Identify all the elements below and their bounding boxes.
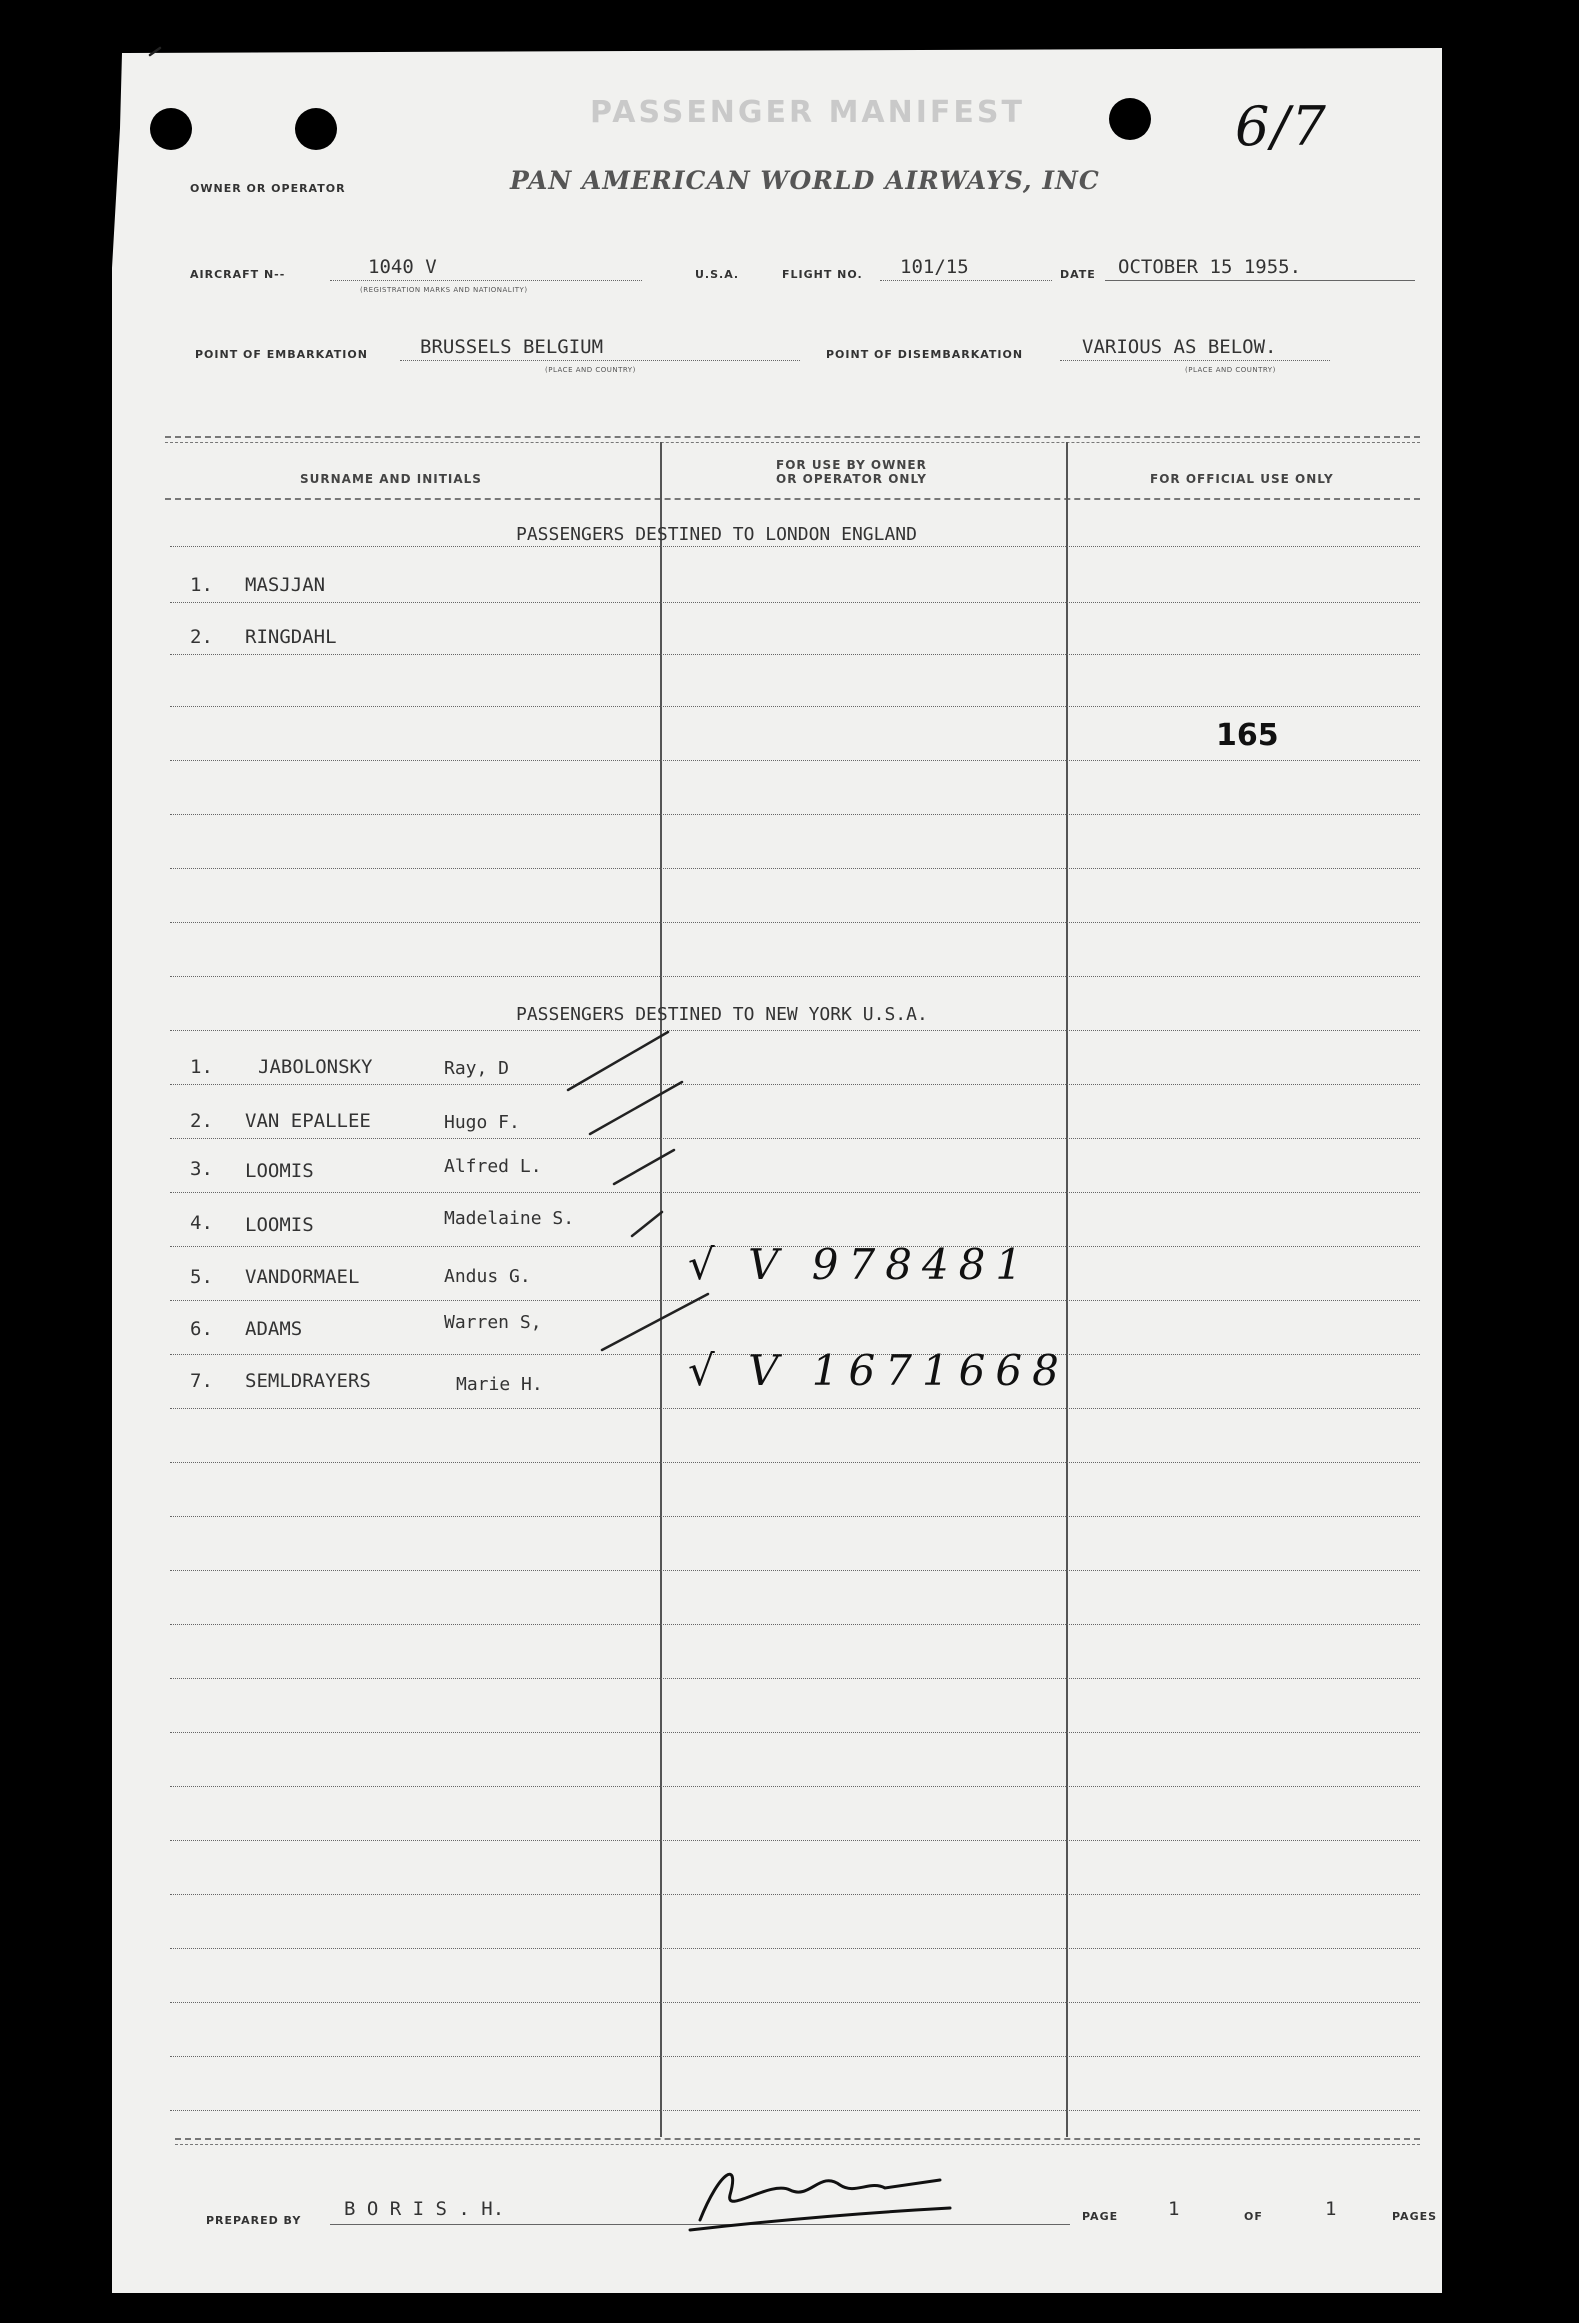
passenger-number: 5.	[190, 1266, 213, 1288]
pages-label: PAGES	[1392, 2210, 1438, 2223]
check-stroke	[632, 1212, 662, 1236]
disembark-label: POINT OF DISEMBARKATION	[826, 348, 1024, 361]
column-header-surname: SURNAME AND INITIALS	[300, 472, 482, 486]
passenger-given-name: Andus G.	[444, 1266, 531, 1287]
usa-label: U.S.A.	[695, 268, 740, 281]
check-stroke	[150, 48, 160, 55]
section-heading-new-york: PASSENGERS DESTINED TO NEW YORK U.S.A.	[516, 1004, 928, 1025]
passenger-surname: LOOMIS	[245, 1160, 314, 1182]
handwritten-visa-note: √ V 978481	[688, 1240, 1033, 1289]
embark-sub: (PLACE AND COUNTRY)	[545, 366, 636, 374]
passenger-surname: JABOLONSKY	[258, 1056, 373, 1078]
passenger-number: 7.	[190, 1370, 213, 1392]
passenger-given-name: Warren S,	[444, 1312, 542, 1333]
owner-label: OWNER OR OPERATOR	[190, 182, 346, 195]
passenger-given-name: Alfred L.	[444, 1156, 542, 1177]
date-value: OCTOBER 15 1955.	[1118, 256, 1302, 278]
passenger-surname: ADAMS	[245, 1318, 303, 1340]
page-value: 1	[1168, 2198, 1180, 2220]
table-bottom-rule	[175, 2138, 1420, 2140]
embark-label: POINT OF EMBARKATION	[195, 348, 368, 361]
column-header-owner-2: OR OPERATOR ONLY	[776, 472, 927, 486]
passenger-number: 6.	[190, 1318, 213, 1340]
passenger-surname: RINGDAHL	[245, 626, 337, 648]
passenger-given-name: Madelaine S.	[444, 1208, 575, 1229]
stamp-number: 165	[1216, 718, 1279, 753]
passenger-surname: SEMLDRAYERS	[245, 1370, 371, 1392]
passenger-given-name: Ray, D	[444, 1058, 510, 1079]
passenger-given-name: Marie H.	[456, 1374, 543, 1395]
page-label: PAGE	[1082, 2210, 1119, 2223]
owner-value: PAN AMERICAN WORLD AIRWAYS, INC	[510, 166, 1100, 195]
section-heading-london: PASSENGERS DESTINED TO LONDON ENGLAND	[516, 524, 917, 545]
passenger-number: 1.	[190, 1056, 213, 1078]
aircraft-sub: (REGISTRATION MARKS AND NATIONALITY)	[360, 286, 528, 294]
signature	[680, 2150, 960, 2240]
check-stroke	[614, 1150, 674, 1184]
passenger-number: 2.	[190, 1110, 213, 1132]
disembark-sub: (PLACE AND COUNTRY)	[1185, 366, 1276, 374]
passenger-surname: LOOMIS	[245, 1214, 314, 1236]
table-bottom-rule-2	[175, 2144, 1420, 2145]
check-stroke	[590, 1082, 682, 1134]
flight-value: 101/15	[900, 256, 969, 278]
embark-value: BRUSSELS BELGIUM	[420, 336, 604, 358]
column-header-owner-1: FOR USE BY OWNER	[776, 458, 927, 472]
of-value: 1	[1325, 2198, 1337, 2220]
flight-label: FLIGHT NO.	[782, 268, 863, 281]
prepared-by-label: PREPARED BY	[206, 2214, 302, 2227]
manifest-title: PASSENGER MANIFEST	[590, 95, 1025, 130]
of-label: OF	[1244, 2210, 1263, 2223]
passenger-surname: MASJJAN	[245, 574, 326, 596]
check-stroke	[602, 1294, 708, 1350]
passenger-surname: VAN EPALLEE	[245, 1110, 371, 1132]
date-label: DATE	[1060, 268, 1096, 281]
passenger-given-name: Hugo F.	[444, 1112, 520, 1133]
corner-handwritten-mark: 6/7	[1235, 95, 1328, 158]
passenger-number: 1.	[190, 574, 213, 596]
passenger-surname: VANDORMAEL	[245, 1266, 360, 1288]
passenger-number: 3.	[190, 1158, 213, 1180]
check-stroke	[568, 1032, 668, 1090]
aircraft-value: 1040 V	[368, 256, 437, 278]
prepared-by-value: B O R I S . H.	[344, 2198, 505, 2220]
disembark-value: VARIOUS AS BELOW.	[1082, 336, 1277, 358]
aircraft-label: AIRCRAFT N--	[190, 268, 286, 281]
handwritten-visa-note: √ V 1671668	[688, 1346, 1069, 1395]
passenger-number: 2.	[190, 626, 213, 648]
passenger-number: 4.	[190, 1212, 213, 1234]
column-header-official: FOR OFFICIAL USE ONLY	[1150, 472, 1334, 486]
